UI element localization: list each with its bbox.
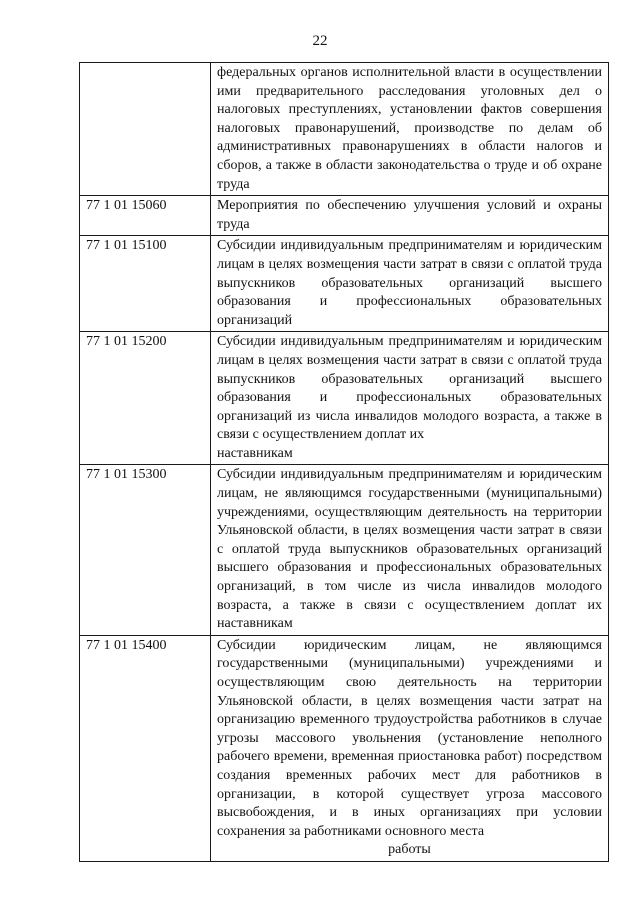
table-row	[80, 63, 609, 196]
expense-description-text: Субсидии индивидуальным предпринимателям и юридическим лицам, не являющимся государственными (муниципальными) учреждениями, осуществляющим деятельность на территории Ульяновской области, в целях возмещения части затрат в связи с оплатой труда выпускников образовательных организаций высшего образования и профессиональных образовательных организаций, в том числе из числа инвалидов молодого возраста, а также в связи с осуществлением доплат их наставникам	[217, 467, 602, 632]
table-row	[80, 236, 609, 332]
table-row	[80, 196, 609, 236]
expense-description-text: Субсидии индивидуальным предпринимателям и юридическим лицам в целях возмещения части затрат в связи с оплатой труда выпускников образовательных организаций высшего образования и профессиональных образовательных организаций	[217, 238, 602, 328]
classification-code: 77 1 01 15200	[80, 332, 211, 465]
classification-code	[80, 63, 211, 196]
expense-description-tail: наставникам	[217, 445, 293, 461]
table-row	[80, 332, 609, 465]
expense-description	[211, 465, 609, 635]
budget-codes-table	[79, 62, 609, 862]
expense-description-text: Субсидии индивидуальным предпринимателям и юридическим лицам в целях возмещения части затрат в связи с оплатой труда выпускников образовательных организаций высшего образования и профессиональных образовательных организаций из числа инвалидов молодого возраста, а также в связи с осуществлением доплат их	[217, 334, 602, 443]
classification-code: 77 1 01 15300	[80, 465, 211, 635]
table-row	[80, 465, 609, 635]
expense-description	[211, 236, 609, 332]
expense-description-text: федеральных органов исполнительной власти в осуществлении ими предварительного расследования уголовных дел о налоговых преступлениях, установлении фактов совершения налоговых правонарушений, производстве по делам об административных правонарушениях в области налогов и сборов, а также в области законодательства о труде и об охране труда	[217, 65, 602, 192]
table-row	[80, 635, 609, 861]
expense-description-text: Мероприятия по обеспечению улучшения условий и охраны труда	[217, 198, 602, 232]
expense-description	[211, 196, 609, 236]
expense-description	[211, 635, 609, 861]
classification-code: 77 1 01 15060	[80, 196, 211, 236]
classification-code: 77 1 01 15400	[80, 635, 211, 861]
classification-code: 77 1 01 15100	[80, 236, 211, 332]
page-number: 22	[312, 33, 328, 49]
expense-description-text: Субсидии юридическим лицам, не являющимся государственными (муниципальными) учреждениями и осуществляющим свою деятельность на территории Ульяновской области, в целях возмещения части затрат на организацию временного трудоустройства работников в случае угрозы массового увольнения (установление неполного рабочего времени, временная приостановка работ) посредством создания временных рабочих мест для работников в организации, в которой существует угроза массового высвобождения, и в иных организациях при условии сохранения за работниками основного места	[217, 637, 602, 839]
expense-description	[211, 332, 609, 465]
expense-description-tail: работы	[388, 842, 431, 858]
expense-description	[211, 63, 609, 196]
